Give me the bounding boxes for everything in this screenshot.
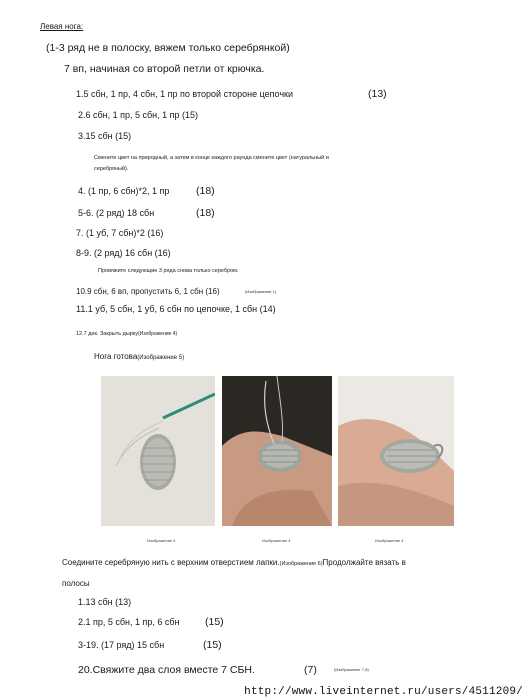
note-silver: Провяжите следующие 3 ряда снова только серебром. bbox=[98, 268, 239, 274]
join-line-2: полосы bbox=[62, 579, 90, 588]
photo-1-drawing bbox=[101, 376, 215, 526]
after-row-2-count: (15) bbox=[205, 616, 224, 628]
after-row-1: 1.13 сбн (13) bbox=[78, 597, 132, 607]
after-row-20-ref: (Изображение 7-8) bbox=[334, 667, 369, 672]
leg-ready bbox=[94, 352, 184, 362]
photo-caption-2: Изображение 4 bbox=[262, 538, 291, 543]
row-5-6-count: (18) bbox=[196, 207, 215, 219]
row-12 bbox=[76, 331, 177, 338]
photo-hand-piece-1 bbox=[222, 376, 332, 526]
row-3: 3.15 сбн (15) bbox=[78, 131, 132, 141]
row-10: 10.9 сбн, 6 вп, пропустить 6, 1 сбн (16) bbox=[76, 287, 220, 296]
join-line-1 bbox=[62, 558, 406, 567]
after-row-20-count: (7) bbox=[304, 664, 317, 676]
photo-crochet-hook-piece bbox=[101, 376, 215, 526]
intro-line-1: (1-3 ряд не в полоску, вяжем только серебрянкой) bbox=[46, 42, 290, 54]
intro-line-2: 7 вп, начиная со второй петли от крючка. bbox=[64, 63, 265, 75]
row-7: 7. (1 уб, 7 сбн)*2 (16) bbox=[76, 228, 164, 238]
join-text: Соедините серебряную нить с верхним отверстием лапки. bbox=[62, 558, 280, 567]
after-row-20: 20.Свяжите два слоя вместе 7 СБН. bbox=[78, 664, 255, 676]
photo-2-drawing bbox=[222, 376, 332, 526]
leg-ready-text: Нога готова bbox=[94, 352, 138, 361]
photo-caption-1: Изображение 4 bbox=[147, 538, 176, 543]
photo-3-drawing bbox=[338, 376, 454, 526]
row-12-text: 12.7 дек. Закрыть дырку bbox=[76, 331, 139, 337]
photo-caption-3: Изображение 4 bbox=[375, 538, 404, 543]
section-heading: Левая нога: bbox=[40, 22, 84, 31]
note-color-change-1: Смените цвет на природный, а затем в конце каждого раунда смените цвет (натуральный и bbox=[94, 155, 329, 161]
row-2: 2.6 сбн, 1 пр, 5 сбн, 1 пр (15) bbox=[78, 110, 199, 120]
join-ref: (Изображение 6) bbox=[279, 561, 323, 567]
after-row-3-count: (15) bbox=[203, 639, 222, 651]
after-row-2: 2.1 пр, 5 сбн, 1 пр, 6 сбн bbox=[78, 617, 180, 627]
row-1-count: (13) bbox=[368, 88, 387, 100]
row-4-count: (18) bbox=[196, 185, 215, 197]
row-8-9: 8-9. (2 ряд) 16 сбн (16) bbox=[76, 248, 171, 258]
row-4: 4. (1 пр, 6 сбн)*2, 1 пр bbox=[78, 186, 170, 196]
leg-ready-ref: (Изображение 5) bbox=[137, 355, 185, 361]
note-color-change-2: серебряный). bbox=[94, 166, 129, 172]
row-5-6: 5-6. (2 ряд) 18 сбн bbox=[78, 208, 155, 218]
after-row-3: 3-19. (17 ряд) 15 сбн bbox=[78, 640, 165, 650]
photo-hand-piece-2 bbox=[338, 376, 454, 526]
source-url: http://www.liveinternet.ru/users/4511209/ bbox=[244, 686, 523, 698]
join-continue: Продолжайте вязать в bbox=[322, 558, 406, 567]
row-10-ref: (Изображение 1) bbox=[245, 289, 277, 294]
row-11: 11.1 уб, 5 сбн, 1 уб, 6 сбн по цепочке, 1 сбн (14) bbox=[76, 304, 276, 314]
row-1: 1.5 сбн, 1 пр, 4 сбн, 1 пр по второй стороне цепочки bbox=[76, 89, 293, 99]
row-12-ref: (Изображение 4) bbox=[138, 331, 178, 337]
